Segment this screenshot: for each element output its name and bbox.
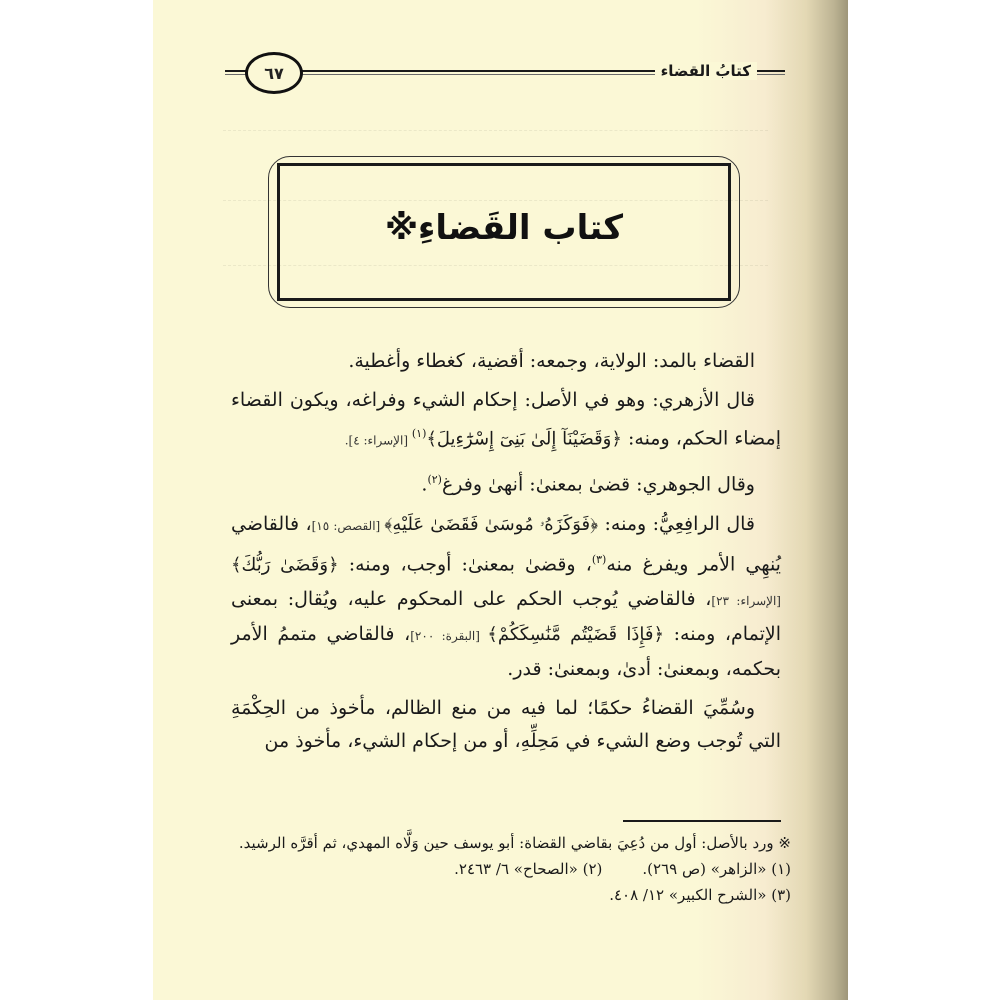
footnote-text: «الشرح الكبير» ١٢/ ٤٠٨. — [609, 886, 767, 904]
paragraph-text: وقال الجوهري: قضىٰ بمعنىٰ: أنهىٰ وفرغ — [441, 473, 755, 496]
paragraph — [231, 345, 781, 378]
chapter-title — [280, 208, 728, 248]
paragraph-text: القضاء بالمد: الولاية، وجمعه: أقضية، كغطاء وأغطية. — [348, 350, 755, 372]
quran-quote: ﴿فَإِذَا قَضَيْتُم مَّنَٰسِكَكُمْ﴾ — [487, 623, 665, 645]
paragraph — [231, 384, 781, 457]
chapter-title-frame — [277, 163, 731, 301]
footnote-number: (٣) — [771, 886, 791, 904]
verse-citation: [البقرة: ٢٠٠] — [410, 628, 488, 643]
running-header — [225, 52, 785, 96]
paragraph-text: ، فالقاضي يُوجب الحكم على المحكوم عليه، ويُقال: بمعنى الإتمام، ومنه: — [231, 587, 781, 645]
paragraph-text: ، فالقاضي يُنهِي الأمر ويفرغ منه — [231, 512, 781, 575]
paragraph-text: ، وقضىٰ بمعنىٰ: أوجب، ومنه: — [338, 552, 592, 575]
footnote-row — [231, 856, 791, 882]
footnote-row — [231, 882, 791, 908]
paragraph — [231, 463, 781, 501]
page-number: ٦٧ — [264, 63, 284, 83]
running-title: كتابُ القضاء — [655, 62, 757, 80]
chapter-title-text: كتاب القَضاءِ — [418, 208, 624, 248]
paragraph-text: . — [421, 473, 428, 496]
paragraph — [231, 692, 781, 758]
paragraph-text: وسُمِّيَ القضاءُ حكمًا؛ لما فيه من منع الظالم، مأخوذ من الحِكْمَةِ التي تُوجب وضع الشيء في مَحِلِّهِ، أو من إحكام الشيء، مأخوذ من — [231, 696, 781, 752]
verse-citation: [الإسراء: ٤]. — [344, 433, 412, 448]
body-text — [231, 345, 781, 758]
verse-citation: [الإسراء: ٢٣] — [711, 593, 781, 608]
footnote-text: «الصحاح» ٦/ ٢٤٦٣. — [454, 860, 578, 878]
footnote-ref[interactable]: (٣) — [591, 552, 607, 566]
footnote-text: «الزاهر» (ص ٢٦٩). — [642, 860, 767, 878]
page-number-emblem — [245, 52, 303, 94]
paragraph — [231, 508, 781, 686]
verse-citation: [القصص: ١٥] — [311, 518, 385, 533]
asterism-marker: ※ — [384, 208, 419, 248]
footnotes — [231, 830, 791, 908]
footnote-separator — [623, 820, 781, 822]
footnote-ref[interactable]: (٢) — [427, 473, 442, 487]
paragraph-text: ، فالقاضي متممُ الأمر بحكمه، وبمعنىٰ: أدىٰ، وبمعنىٰ: قدر. — [231, 622, 781, 680]
quran-quote: ﴿وَقَضَيْنَآ إِلَىٰ بَنِىٓ إِسْرَٰٓءِيلَ﴾ — [426, 428, 622, 450]
bleed-through — [223, 130, 768, 143]
paragraph-text: قال الرافِعِيُّ: ومنه: — [598, 512, 755, 535]
footnote-1 — [642, 856, 791, 882]
footnote-ref[interactable]: (١) — [411, 427, 427, 440]
book-page — [153, 0, 848, 1000]
paragraph-text: قال الأزهري: وهو في الأصل: إحكام الشيء وفراغه، ويكون القضاء إمضاء الحكم، ومنه: — [231, 389, 781, 450]
footnote-2 — [454, 856, 602, 882]
footnote-number: (١) — [771, 860, 791, 878]
quran-quote: ﴿فَوَكَزَهُۥ مُوسَىٰ فَقَضَىٰ عَلَيْهِ﴾ — [384, 513, 599, 535]
footnote-number: (٢) — [582, 860, 603, 878]
quran-quote: ﴿وَقَضَىٰ رَبُّكَ﴾ — [231, 553, 339, 575]
star-footnote: ※ ورد بالأصل: أول من دُعِيَ بقاضي القضاة: أبو يوسف حين وَلَّاه المهدي، ثم أقرَّه الرشيد. — [238, 834, 791, 852]
footnote-3 — [609, 882, 791, 908]
